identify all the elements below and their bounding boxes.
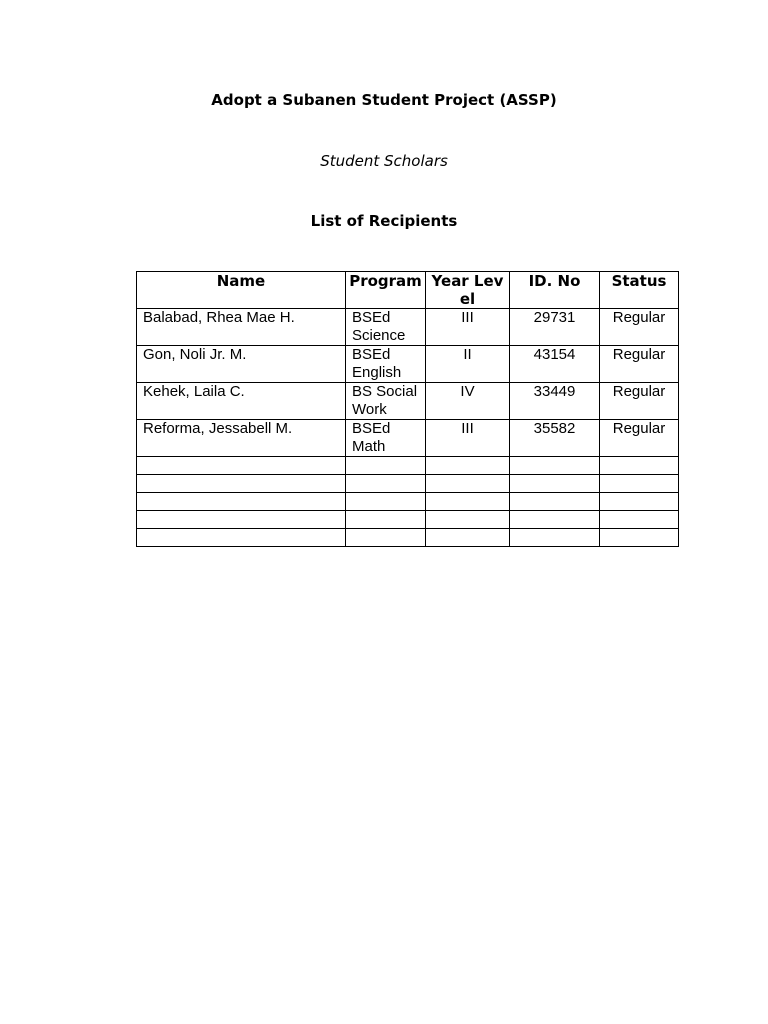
empty-cell	[510, 475, 600, 493]
empty-cell	[600, 529, 679, 547]
empty-cell	[346, 529, 426, 547]
empty-cell	[346, 511, 426, 529]
empty-cell	[426, 475, 510, 493]
recipients-table	[136, 271, 679, 547]
empty-cell	[346, 475, 426, 493]
table-row	[137, 346, 679, 383]
cell-name: Kehek, Laila C.	[137, 383, 346, 420]
column-header-program: Program	[346, 272, 426, 309]
empty-table-row	[137, 511, 679, 529]
document-subtitle: Student Scholars	[320, 152, 448, 170]
empty-cell	[600, 493, 679, 511]
cell-program: BSEd Math	[346, 420, 426, 457]
cell-status: Regular	[600, 309, 679, 346]
empty-cell	[137, 457, 346, 475]
table-header-row	[137, 272, 679, 309]
empty-cell	[510, 457, 600, 475]
cell-status: Regular	[600, 420, 679, 457]
empty-table-row	[137, 457, 679, 475]
cell-program: BSEd Science	[346, 309, 426, 346]
cell-id-no: 29731	[510, 309, 600, 346]
cell-id-no: 43154	[510, 346, 600, 383]
empty-cell	[426, 511, 510, 529]
column-header-year-level: Year Level	[426, 272, 510, 309]
cell-status: Regular	[600, 383, 679, 420]
cell-program: BSEd English	[346, 346, 426, 383]
cell-name: Reforma, Jessabell M.	[137, 420, 346, 457]
empty-cell	[510, 511, 600, 529]
cell-program: BS Social Work	[346, 383, 426, 420]
empty-cell	[600, 475, 679, 493]
column-header-name: Name	[137, 272, 346, 309]
document-title: Adopt a Subanen Student Project (ASSP)	[211, 91, 557, 109]
cell-year-level: II	[426, 346, 510, 383]
empty-cell	[426, 529, 510, 547]
empty-table-row	[137, 475, 679, 493]
cell-name: Gon, Noli Jr. M.	[137, 346, 346, 383]
table-row	[137, 383, 679, 420]
cell-id-no: 33449	[510, 383, 600, 420]
empty-cell	[137, 493, 346, 511]
table-row	[137, 420, 679, 457]
empty-cell	[600, 511, 679, 529]
cell-year-level: III	[426, 420, 510, 457]
empty-cell	[510, 529, 600, 547]
column-header-status: Status	[600, 272, 679, 309]
empty-cell	[137, 529, 346, 547]
empty-cell	[600, 457, 679, 475]
empty-cell	[426, 493, 510, 511]
cell-year-level: IV	[426, 383, 510, 420]
table-row	[137, 309, 679, 346]
empty-cell	[510, 493, 600, 511]
column-header-id-no: ID. No	[510, 272, 600, 309]
cell-id-no: 35582	[510, 420, 600, 457]
empty-cell	[346, 493, 426, 511]
empty-cell	[137, 475, 346, 493]
cell-year-level: III	[426, 309, 510, 346]
cell-status: Regular	[600, 346, 679, 383]
empty-cell	[137, 511, 346, 529]
section-heading: List of Recipients	[310, 212, 458, 230]
cell-name: Balabad, Rhea Mae H.	[137, 309, 346, 346]
empty-cell	[346, 457, 426, 475]
empty-table-row	[137, 529, 679, 547]
empty-cell	[426, 457, 510, 475]
empty-table-row	[137, 493, 679, 511]
